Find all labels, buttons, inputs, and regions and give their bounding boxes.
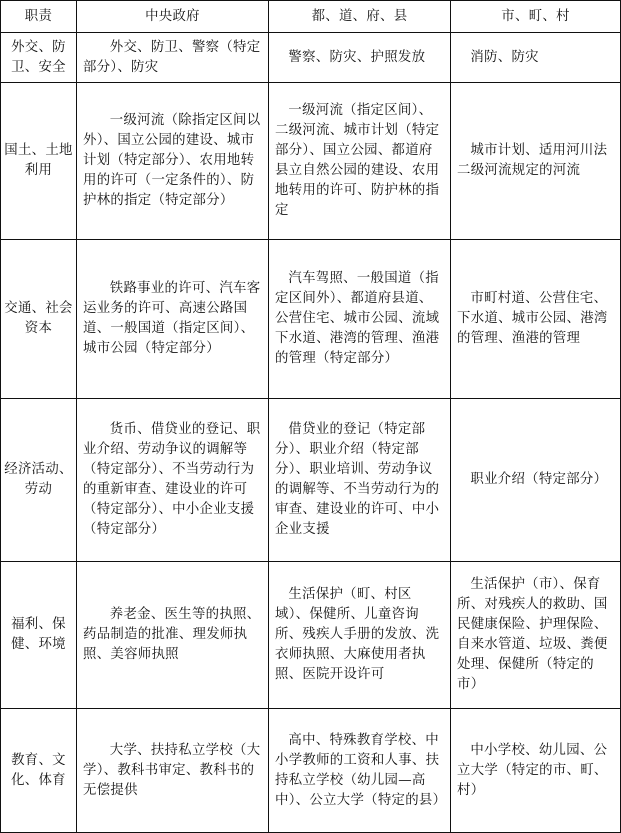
cell-text: 铁路事业的许可、汽车客运业务的许可、高速公路国道、一般国道（指定区间）、城市公园（特定部分）: [83, 281, 261, 356]
municipal-cell: [451, 33, 621, 83]
header-municipality: 市、町、村: [451, 1, 621, 33]
cell-text: 警察、防灾、护照发放: [288, 49, 426, 65]
table-row: [1, 240, 621, 399]
table-row: [1, 399, 621, 562]
prefecture-cell: [269, 562, 451, 709]
row-category: 交通、社会资本: [1, 240, 77, 399]
cell-text: 货币、借贷业的登记、职业介绍、劳动争议的调解等（特定部分）、不当劳动行为的重新审查、建设业的许可（特定部分）、中小企业支援（特定部分）: [83, 422, 261, 537]
municipal-cell: [451, 399, 621, 562]
central-cell: [77, 240, 269, 399]
cell-text: 养老金、医生等的执照、药品制造的批准、理发师执照、美容师执照: [83, 607, 261, 662]
cell-text: 城市计划、适用河川法二级河流规定的河流: [457, 143, 608, 178]
prefecture-cell: [269, 83, 451, 240]
cell-text: 汽车驾照、一般国道（指定区间外）、都道府县道、公营住宅、城市公园、流域下水道、港湾的管理、渔港的管理（特定部分）: [275, 271, 440, 366]
cell-text: 生活保护（市）、保育所、对残疾人的救助、国民健康保险、护理保险、自来水管道、垃圾、粪便处理、保健所（特定的市）: [457, 577, 608, 692]
cell-text: 生活保护（町、村区域）、保健所、儿童咨询所、残疾人手册的发放、洗衣师执照、大麻使用者执照、医院开设许可: [275, 587, 440, 682]
cell-text: 外交、防卫、警察（特定部分）、防灾: [83, 39, 261, 75]
cell-text: 消防、防灾: [470, 49, 539, 65]
municipal-cell: [451, 562, 621, 709]
table-row: [1, 709, 621, 833]
prefecture-cell: [269, 709, 451, 833]
row-category: 国土、土地利用: [1, 83, 77, 240]
cell-text: 借贷业的登记（特定部分）、职业介绍（特定部分）、职业培训、劳动争议的调解等、不当劳动行为的审查、建设业的许可、中小企业支援: [275, 422, 440, 537]
municipal-cell: [451, 83, 621, 240]
cell-text: 一级河流（指定区间）、二级河流、城市计划（特定部分）、国立公园、都道府县立自然公园的建设、农用地转用的许可、防护林的指定: [275, 103, 440, 218]
municipal-cell: [451, 709, 621, 833]
header-duty: 职责: [1, 1, 77, 33]
cell-text: 大学、扶持私立学校（大学）、教科书审定、教科书的无偿提供: [83, 742, 261, 798]
header-prefecture: 都、道、府、县: [269, 1, 451, 33]
row-category: 教育、文化、体育: [1, 709, 77, 833]
prefecture-cell: [269, 240, 451, 399]
header-central-government: 中央政府: [77, 1, 269, 33]
central-cell: [77, 83, 269, 240]
cell-text: 市町村道、公营住宅、下水道、城市公园、港湾的管理、渔港的管理: [457, 291, 608, 346]
prefecture-cell: [269, 33, 451, 83]
row-category: 经济活动、劳动: [1, 399, 77, 562]
central-cell: [77, 33, 269, 83]
cell-text: 一级河流（除指定区间以外）、国立公园的建设、城市计划（特定部分）、农用地转用的许可（一定条件的）、防护林的指定（特定部分）: [83, 113, 261, 208]
row-category: 福利、保健、环境: [1, 562, 77, 709]
cell-text: 中小学校、幼儿园、公立大学（特定的市、町、村）: [457, 742, 608, 798]
prefecture-cell: [269, 399, 451, 562]
municipal-cell: [451, 240, 621, 399]
table-header-row: [1, 1, 621, 33]
table-row: [1, 33, 621, 83]
cell-text: 高中、特殊教育学校、中小学教师的工资和人事、扶持私立学校（幼儿园—高中）、公立大学（特定的县）: [275, 732, 447, 808]
central-cell: [77, 399, 269, 562]
cell-text: 职业介绍（特定部分）: [470, 472, 608, 487]
row-category: 外交、防卫、安全: [1, 33, 77, 83]
central-cell: [77, 709, 269, 833]
table-row: [1, 562, 621, 709]
table-row: [1, 83, 621, 240]
central-cell: [77, 562, 269, 709]
